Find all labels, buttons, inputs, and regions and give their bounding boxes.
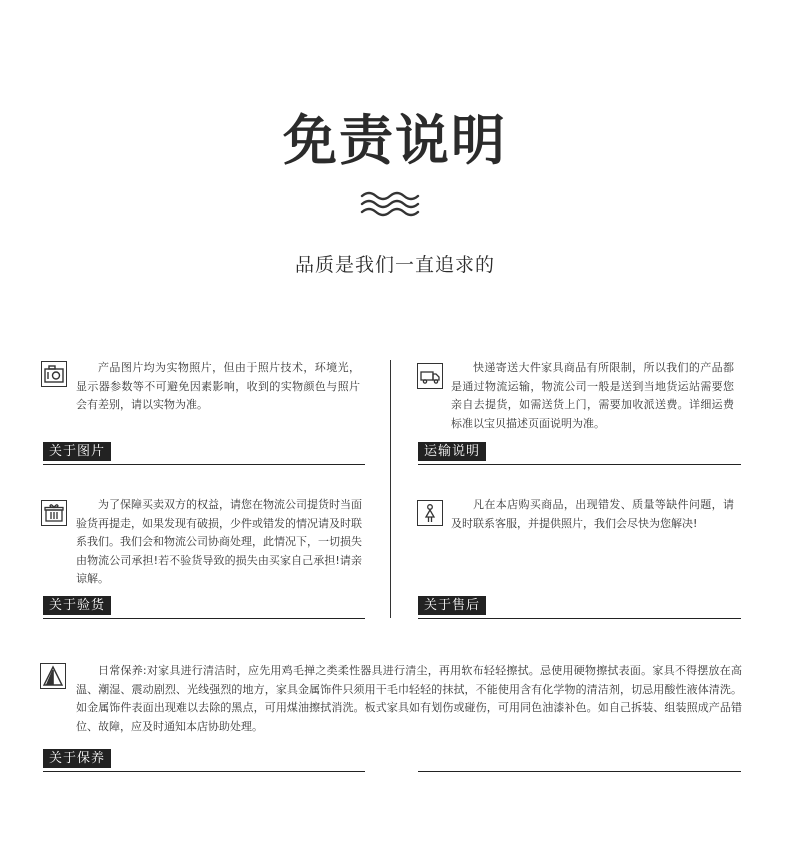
inspection-underline	[43, 618, 365, 619]
maintenance-underline-left	[43, 771, 365, 772]
shipping-text: 快递寄送大件家具商品有所限制，所以我们的产品都是通过物流运输，物流公司一般是送到当地货运站需要您亲自去提货，如需送货上门，需要加收派送费。详细运费标准以宝贝描述页面说明为准。	[451, 361, 734, 430]
photos-section-label: 关于图片	[43, 442, 111, 461]
warning-icon	[40, 663, 66, 689]
column-divider	[390, 360, 391, 618]
inspection-text: 为了保障买卖双方的权益，请您在物流公司提货时当面验货再提走，如果发现有破损，少件或错发的情况请及时联系我们。我们会和物流公司协商处理，此情况下，一切损失由物流公司承担!若不验货导致的损失由买家自己承担!请亲谅解。	[76, 498, 362, 585]
person-icon	[417, 500, 443, 526]
photos-underline	[43, 464, 365, 465]
gift-icon	[41, 500, 67, 526]
maintenance-section-label: 关于保养	[43, 749, 111, 768]
aftersale-underline	[418, 618, 741, 619]
aftersale-text: 凡在本店购买商品，出现错发、质量等缺件问题，请及时联系客服，并提供照片，我们会尽快为您解决!	[451, 498, 734, 530]
page-subtitle: 品质是我们一直追求的	[294, 254, 495, 276]
inspection-section-label: 关于验货	[43, 596, 111, 615]
shipping-underline	[418, 464, 741, 465]
photos-text: 产品图片均为实物照片，但由于照片技术，环境光，显示器参数等不可避免因素影响，收到的实物颜色与照片会有差别，请以实物为准。	[76, 361, 360, 411]
maintenance-text: 日常保养:对家具进行清洁时，应先用鸡毛掸之类柔性器具进行清尘，再用软布轻轻擦拭。忌使用硬物擦拭表面。家具不得摆放在高温、潮湿、震动剧烈、光线强烈的地方，家具金属饰件只须用干毛巾轻轻的抹拭，不能使用含有化学物的清洁剂，切忌用酸性液体清洗。如金属饰件表面出现难以去除的黑点，可用煤油擦拭消洗。板式家具如有划伤或碰伤，可用同色油漆补色。如自己拆装、组装照成产品错位、故障，应及时通知本店协助处理。	[76, 664, 742, 733]
shipping-section-label: 运输说明	[418, 442, 486, 461]
truck-icon	[417, 363, 443, 389]
aftersale-section-label: 关于售后	[418, 596, 486, 615]
page-title: 免责说明	[283, 109, 507, 172]
camera-icon	[41, 361, 67, 387]
maintenance-underline-right	[418, 771, 741, 772]
wave-divider-icon	[360, 190, 420, 218]
